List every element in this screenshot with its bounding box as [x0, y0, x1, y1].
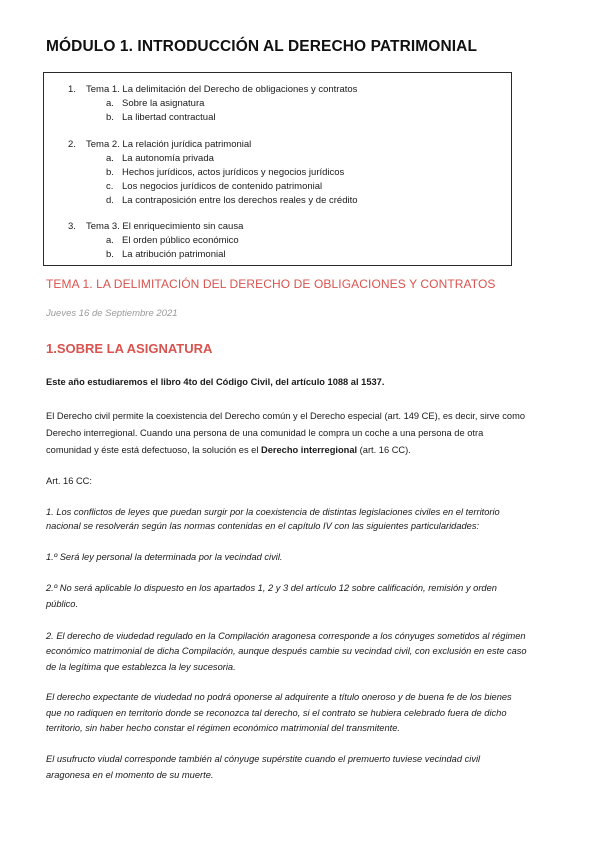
article-line: territorio, sin haber hecho constar el régimen económico matrimonial del transmitente.	[46, 723, 400, 733]
toc-sub-letter: b.	[106, 167, 114, 178]
toc-sub-text: La contraposición entre los derechos reales y de crédito	[122, 195, 358, 206]
tema-heading: TEMA 1. LA DELIMITACIÓN DEL DERECHO DE OBLIGACIONES Y CONTRATOS	[46, 277, 496, 291]
toc-sub-letter: c.	[106, 181, 114, 192]
article-line: El derecho expectante de viudedad no podrá oponerse al adquirente a título oneroso y de buena fe de los bienes	[46, 692, 512, 702]
toc-sub-text: La libertad contractual	[122, 112, 216, 123]
article-line: El usufructo viudal corresponde también al cónyuge supérstite cuando el premuerto tuviese vecindad civil	[46, 754, 481, 764]
date-label: Jueves 16 de Septiembre 2021	[46, 308, 178, 319]
section-heading: 1.SOBRE LA ASIGNATURA	[46, 341, 213, 356]
article-label: Art. 16 CC:	[46, 476, 92, 486]
article-line: 1. Los conflictos de leyes que puedan surgir por la coexistencia de distintas legislaciones civiles en el territorio	[46, 507, 500, 517]
toc-number: 2.	[68, 139, 76, 150]
toc-label: Tema 2. La relación jurídica patrimonial	[86, 139, 252, 150]
toc-sub-letter: a.	[106, 98, 114, 109]
toc-sub-text: Sobre la asignatura	[122, 98, 205, 109]
paragraph-line: El Derecho civil permite la coexistencia del Derecho común y el Derecho especial (art. 149 CE), es decir, sirve como	[46, 411, 525, 421]
toc-number: 3.	[68, 221, 76, 232]
article-line: 2. El derecho de viudedad regulado en la Compilación aragonesa corresponde a los cónyuges sometidos al régimen	[46, 631, 526, 641]
paragraph-bold-term: Derecho interregional	[261, 445, 358, 455]
article-line: 2.º No será aplicable lo dispuesto en los apartados 1, 2 y 3 del artículo 12 sobre calificación, remisión y orden	[46, 583, 497, 593]
table-of-contents	[43, 72, 512, 266]
article-line: 1.º Será ley personal la determinada por la vecindad civil.	[46, 552, 283, 562]
paragraph-line	[46, 442, 411, 459]
intro-paragraph: Este año estudiaremos el libro 4to del Código Civil, del artículo 1088 al 1537.	[46, 377, 385, 387]
toc-sub-letter: a.	[106, 153, 114, 164]
toc-sub-letter: b.	[106, 249, 114, 260]
toc-sub-letter: b.	[106, 112, 114, 123]
toc-label: Tema 1. La delimitación del Derecho de obligaciones y contratos	[86, 84, 358, 95]
article-line: que no radiquen en territorio donde se reconozca tal derecho, si el contrato se hubiera celebrado fuera de dicho	[46, 708, 507, 718]
article-line: de la legítima que establezca la ley sucesoria.	[46, 662, 236, 672]
paragraph-text: (art. 16 CC).	[357, 445, 411, 455]
toc-sub-text: Los negocios jurídicos de contenido patrimonial	[122, 181, 323, 192]
toc-sub-letter: d.	[106, 195, 114, 206]
article-line: nacional se resolverán según las normas contenidas en el capítulo IV con las siguientes particularidades:	[46, 521, 480, 531]
article-line: económico matrimonial de dicha Compilación, aunque después cambie su vecindad civil, con exclusión en este caso	[46, 646, 527, 656]
toc-label: Tema 3. El enriquecimiento sin causa	[86, 221, 244, 232]
module-title: MÓDULO 1. INTRODUCCIÓN AL DERECHO PATRIMONIAL	[46, 38, 478, 55]
article-line: público.	[46, 599, 79, 609]
toc-sub-text: La autonomía privada	[122, 153, 214, 164]
paragraph-text: comunidad y éste está defectuoso, la solución es el	[46, 445, 261, 455]
toc-sub-text: El orden público económico	[122, 235, 239, 246]
article-line: aragonesa en el momento de su muerte.	[46, 770, 214, 780]
paragraph-line: Derecho interregional. Cuando una persona de una comunidad le compra un coche a una persona de otra	[46, 428, 484, 438]
toc-sub-text: Hechos jurídicos, actos jurídicos y negocios jurídicos	[122, 167, 345, 178]
toc-sub-letter: a.	[106, 235, 114, 246]
toc-sub-text: La atribución patrimonial	[122, 249, 226, 260]
toc-number: 1.	[68, 84, 76, 95]
